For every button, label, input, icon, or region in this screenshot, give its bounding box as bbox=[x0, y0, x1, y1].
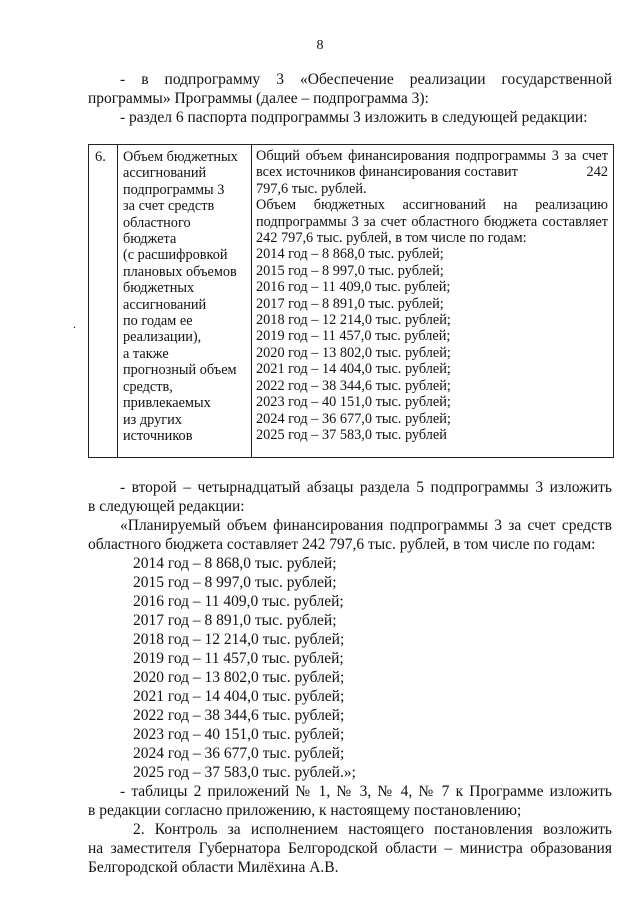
section5-year-line: 2017 год – 8 891,0 тыс. рублей; bbox=[133, 612, 337, 629]
label-line: по годам ее bbox=[123, 313, 193, 330]
section5-year-line: 2016 год – 11 409,0 тыс. рублей; bbox=[133, 593, 344, 610]
control-clause-line-3: Белгородской области Милёхина А.В. bbox=[88, 859, 339, 876]
section5-line-4: областного бюджета составляет 242 797,6 тыс. рублей, в том числе по годам: bbox=[88, 536, 596, 553]
section5-year-line: 2021 год – 14 404,0 тыс. рублей; bbox=[133, 688, 345, 705]
intro-line-1: - в подпрограмму 3 «Обеспечение реализации государственной bbox=[120, 71, 612, 88]
section5-year-line: 2025 год – 37 583,0 тыс. рублей.»; bbox=[133, 764, 356, 781]
year-line: 2015 год – 8 997,0 тыс. рублей; bbox=[256, 262, 444, 279]
content-line-text: всех источников финансирования составит bbox=[256, 164, 518, 181]
table-label-cell bbox=[123, 149, 253, 444]
tables-clause-line-1: - таблицы 2 приложений № 1, № 3, № 4, № 7 к Программе изложить bbox=[120, 783, 612, 800]
section5-year-line: 2023 год – 40 151,0 тыс. рублей; bbox=[133, 726, 345, 743]
intro-line-3: - раздел 6 паспорта подпрограммы 3 изложить в следующей редакции: bbox=[120, 109, 588, 126]
page-number: 8 bbox=[316, 38, 324, 53]
year-line: 2025 год – 37 583,0 тыс. рублей bbox=[256, 426, 447, 443]
label-line: областного bbox=[123, 214, 191, 231]
year-line: 2023 год – 40 151,0 тыс. рублей; bbox=[256, 394, 451, 411]
label-line: плановых объемов bbox=[123, 263, 237, 280]
year-line: 2024 год – 36 677,0 тыс. рублей; bbox=[256, 410, 451, 427]
section5-year-line: 2020 год – 13 802,0 тыс. рублей; bbox=[133, 669, 345, 686]
label-line: реализации), bbox=[123, 329, 202, 346]
section5-line-3: «Планируемый объем финансирования подпрограммы 3 за счет средств bbox=[120, 517, 612, 534]
content-line-amount: 242 bbox=[586, 164, 608, 181]
section5-year-line: 2014 год – 8 868,0 тыс. рублей; bbox=[133, 555, 337, 572]
label-line: привлекаемых bbox=[123, 395, 211, 412]
content-line: Объем бюджетных ассигнований на реализацию bbox=[256, 197, 608, 214]
tables-clause-line-2: в редакции согласно приложению, к настоящему постановлению; bbox=[88, 802, 522, 819]
label-line: за счет средств bbox=[123, 198, 215, 215]
year-line: 2016 год – 11 409,0 тыс. рублей; bbox=[256, 279, 451, 296]
year-line: 2018 год – 12 214,0 тыс. рублей; bbox=[256, 312, 451, 329]
content-line: Общий объем финансирования подпрограммы 3 за счет bbox=[256, 148, 608, 164]
intro-line-2: программы» Программы (далее – подпрограмма 3): bbox=[88, 90, 429, 107]
control-clause-line-2: на заместителя Губернатора Белгородской области – министра образования bbox=[88, 840, 612, 857]
label-line: из других bbox=[123, 411, 182, 428]
year-line: 2019 год – 11 457,0 тыс. рублей; bbox=[256, 328, 451, 345]
content-line: подпрограммы 3 за счет областного бюджета составляет bbox=[256, 213, 608, 230]
label-line: ассигнований bbox=[123, 296, 207, 313]
content-line bbox=[256, 164, 608, 180]
content-line: 797,6 тыс. рублей. bbox=[256, 180, 367, 197]
control-clause-line-1: 2. Контроль за исполнением настоящего постановления возложить bbox=[133, 821, 612, 838]
label-line: прогнозный объем bbox=[123, 362, 237, 379]
section5-line-2: в следующей редакции: bbox=[88, 498, 245, 515]
section5-year-line: 2018 год – 12 214,0 тыс. рублей; bbox=[133, 631, 345, 648]
label-line: бюджетных bbox=[123, 280, 195, 297]
section5-year-line: 2022 год – 38 344,6 тыс. рублей; bbox=[133, 707, 345, 724]
section5-line-1: - второй – четырнадцатый абзацы раздела 5 подпрограммы 3 изложить bbox=[120, 479, 612, 496]
year-line: 2014 год – 8 868,0 тыс. рублей; bbox=[256, 246, 444, 263]
table-row-number: 6. bbox=[95, 149, 106, 165]
section5-year-line: 2019 год – 11 457,0 тыс. рублей; bbox=[133, 650, 344, 667]
label-line: ассигнований bbox=[123, 165, 207, 182]
table-content-cell bbox=[256, 148, 608, 443]
label-line: Объем бюджетных bbox=[123, 149, 238, 165]
label-line: бюджета bbox=[123, 231, 177, 248]
label-line: средств, bbox=[123, 378, 173, 395]
label-line: (с расшифровкой bbox=[123, 247, 228, 264]
year-line: 2021 год – 14 404,0 тыс. рублей; bbox=[256, 361, 451, 378]
label-line: подпрограммы 3 bbox=[123, 181, 225, 198]
section5-year-line: 2015 год – 8 997,0 тыс. рублей; bbox=[133, 574, 337, 591]
year-line: 2022 год – 38 344,6 тыс. рублей; bbox=[256, 377, 451, 394]
label-line: а также bbox=[123, 345, 169, 362]
label-line: источников bbox=[123, 427, 193, 444]
year-line: 2020 год – 13 802,0 тыс. рублей; bbox=[256, 344, 451, 361]
stray-mark: . bbox=[73, 317, 76, 331]
section5-year-line: 2024 год – 36 677,0 тыс. рублей; bbox=[133, 745, 345, 762]
content-line: 242 797,6 тыс. рублей, в том числе по годам: bbox=[256, 230, 527, 247]
year-line: 2017 год – 8 891,0 тыс. рублей; bbox=[256, 295, 444, 312]
passport-table bbox=[88, 144, 614, 458]
